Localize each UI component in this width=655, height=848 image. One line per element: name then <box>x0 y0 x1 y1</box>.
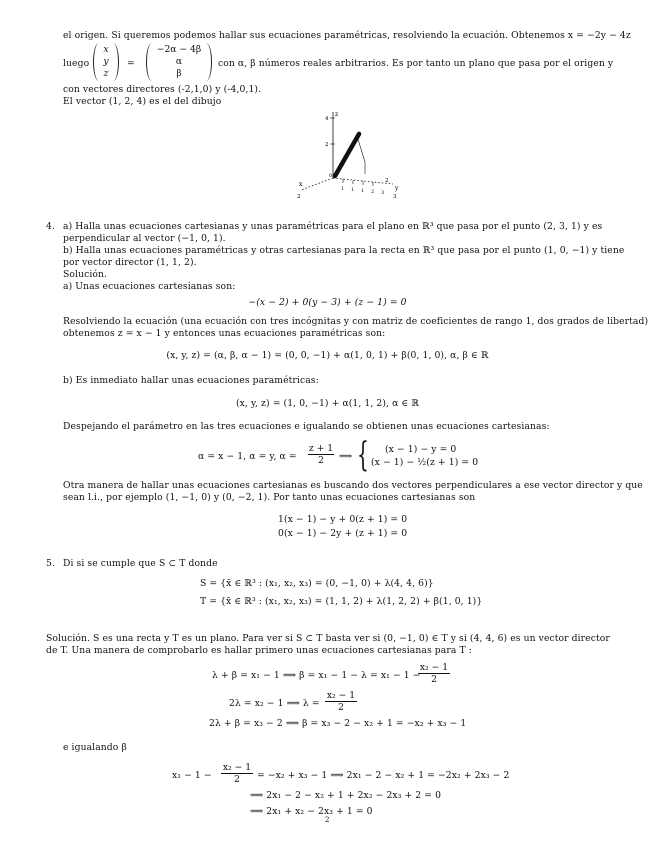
tick-label: 1 <box>341 186 345 192</box>
x-axis <box>301 178 333 190</box>
problem-5-statement: Di si se cumple que S ⊂ T donde <box>63 558 218 569</box>
other-way-line-2: sean l.i., por ejemplo (1, −1, 0) y (0, −2, 1). Por tanto unas ecuaciones cartesianas son <box>63 492 476 503</box>
equation-lambda-expression: 2λ = x₂ − 1 ⟹ λ = <box>229 698 320 709</box>
resolving-line-2: obtenemos z = x − 1 y entonces unas ecuaciones paramétricas son: <box>63 328 386 339</box>
solution-a-intro: a) Unas ecuaciones cartesianas son: <box>63 281 236 292</box>
fraction-numerator: x₂ − 1 <box>419 662 449 673</box>
implies-arrow: ⟹ <box>339 451 353 462</box>
set-S-definition: S = {x̄ ∈ ℝ³ : (x₁, x₂, x₃) = (0, −1, 0) + λ(4, 4, 6)} <box>200 578 434 589</box>
tick-label: 1 <box>361 188 365 194</box>
projection-line <box>357 136 365 162</box>
system-equation-2: (x − 1) − ½(z + 1) = 0 <box>371 457 479 468</box>
matrix-equals: = <box>127 58 135 69</box>
fraction-x2-minus-1 <box>221 762 253 785</box>
problem-4a-line-1: a) Halla unas ecuaciones cartesianas y unas paramétricas para el plano en ℝ³ que pasa por el punto (2, 3, 1) y es <box>63 221 603 232</box>
vector-1-2-4 <box>335 134 359 176</box>
tick-label: 4 <box>325 116 329 122</box>
matrix-right-entry: −2α − 4β <box>156 44 202 55</box>
fraction-z-plus-1 <box>308 443 334 466</box>
equation-beta-third: 2λ + β = x₃ − 2 ⟹ β = x₃ − 2 − x₂ + 1 = −x₂ + x₃ − 1 <box>209 718 467 729</box>
set-T-definition: T = {x̄ ∈ ℝ³ : (x₁, x₂, x₃) = (1, 1, 2) + λ(1, 2, 2) + β(1, 0, 1)} <box>200 596 483 607</box>
equation-equate-left: x₁ − 1 − <box>172 770 212 781</box>
matrix-left <box>93 43 119 81</box>
other-way-line-1: Otra manera de hallar unas ecuaciones cartesianas es buscando dos vectores perpendiculares a ese vector director y que <box>63 480 643 491</box>
solution-b-intro: b) Es inmediato hallar unas ecuaciones paramétricas: <box>63 375 319 386</box>
fraction-numerator: z + 1 <box>308 443 334 454</box>
intro-line-4: El vector (1, 2, 4) es el del dibujo <box>63 96 222 107</box>
tick-label: 3 <box>393 194 397 200</box>
intro-luego: luego <box>63 58 90 69</box>
resolving-line-1: Resolviendo la ecuación (una ecuación con tres incógnitas y con matriz de coeficientes de rango 1, dos grados de libertad) <box>63 316 649 327</box>
fraction-denominator: 2 <box>234 774 240 785</box>
problem-5-solution-line-1: Solución. S es una recta y T es un plano. Para ver si S ⊂ T basta ver si (0, −1, 0) ∈ T y si (4, 4, 6) es un vector director <box>46 633 610 644</box>
fraction-denominator: 2 <box>318 455 324 466</box>
tick-label: 1 <box>351 187 355 193</box>
despejando-text: Despejando el parámetro en las tres ecuaciones e igualando se obtienen unas ecuaciones cartesianas: <box>63 421 550 432</box>
system-brace: { <box>357 435 369 475</box>
matrix-right-entry: β <box>176 68 182 79</box>
fraction-numerator: x₂ − 1 <box>222 762 252 773</box>
intro-line-2-tail: con α, β números reales arbitrarios. Es por tanto un plano que pasa por el origen y <box>218 58 614 69</box>
problem-5-number: 5. <box>46 558 55 569</box>
equation-final-subscript: 2 <box>325 816 330 824</box>
matrix-left-entry: x <box>103 44 109 55</box>
equation-equate-right: = −x₂ + x₃ − 1 ⟹ 2x₁ − 2 − x₂ + 1 = −2x₂ + 2x₃ − 2 <box>257 770 510 781</box>
solution-label: Solución. <box>63 269 108 280</box>
intro-line-3: con vectores directores (-2,1,0) y (-4,0,1). <box>63 84 262 95</box>
axis-label-z: z <box>335 111 339 118</box>
tick-label: 3 <box>381 190 385 196</box>
equating-beta-text: e igualando β <box>63 742 127 753</box>
fraction-x2-minus-1 <box>325 690 357 713</box>
problem-4a-line-2: perpendicular al vector (−1, 0, 1). <box>63 233 226 244</box>
tick-label: 2 <box>385 178 389 184</box>
fraction-x2-minus-1 <box>418 662 450 685</box>
tick-label-origin: 0 <box>329 173 333 179</box>
fraction-denominator: 2 <box>338 702 344 713</box>
equation-cartesian-line-2: 0(x − 1) − 2y + (z + 1) = 0 <box>278 528 408 539</box>
problem-4b-line-2: por vector director (1, 1, 2). <box>63 257 197 268</box>
matrix-left-entry: y <box>103 56 109 67</box>
axis-label-y: y <box>395 185 399 192</box>
equation-expanded: ⟹ 2x₁ − 2 − x₂ + 1 + 2x₂ − 2x₃ + 2 = 0 <box>250 790 442 801</box>
vector-3d-figure <box>285 104 415 200</box>
equation-beta-expression: λ + β = x₁ − 1 ⟹ β = x₁ − 1 − λ = x₁ − 1 − <box>212 670 421 681</box>
matrix-right <box>146 43 212 81</box>
matrix-right-entry: α <box>175 56 183 67</box>
equation-cartesian-plane: −(x − 2) + 0(y − 3) + (z − 1) = 0 <box>248 297 407 308</box>
equation-alpha-chain: α = x − 1, α = y, α = <box>198 451 297 462</box>
tick-label: 2 <box>297 194 301 200</box>
equation-final: ⟹ 2x₁ + x₂ − 2x₃ + 1 = 0 <box>250 806 373 817</box>
equation-parametric-plane: (x, y, z) = (α, β, α − 1) = (0, 0, −1) + α(1, 0, 1) + β(0, 1, 0), α, β ∈ ℝ <box>166 350 489 361</box>
axis-label-x: x <box>299 181 303 188</box>
problem-4b-line-1: b) Halla unas ecuaciones paramétricas y otras cartesianas para la recta en ℝ³ que pasa por el punto (1, 0, −1) y tiene <box>63 245 625 256</box>
tick-label: 2 <box>371 189 375 195</box>
intro-line-1: el origen. Si queremos podemos hallar sus ecuaciones paramétricas, resolviendo la ecuación. Obtenemos x = −2y − 4z <box>63 30 631 41</box>
problem-4-number: 4. <box>46 221 55 232</box>
problem-5-solution-line-2: de T. Una manera de comprobarlo es hallar primero unas ecuaciones cartesianas para T : <box>46 645 472 656</box>
system-equation-1: (x − 1) − y = 0 <box>385 444 457 455</box>
vector-tip <box>357 132 361 136</box>
equation-cartesian-line-1: 1(x − 1) − y + 0(z + 1) = 0 <box>278 514 408 525</box>
fraction-numerator: x₂ − 1 <box>326 690 356 701</box>
equation-parametric-line: (x, y, z) = (1, 0, −1) + α(1, 1, 2), α ∈ ℝ <box>235 398 420 409</box>
tick-label: 2 <box>325 142 329 148</box>
fraction-denominator: 2 <box>431 674 437 685</box>
matrix-left-entry: z <box>103 68 109 79</box>
